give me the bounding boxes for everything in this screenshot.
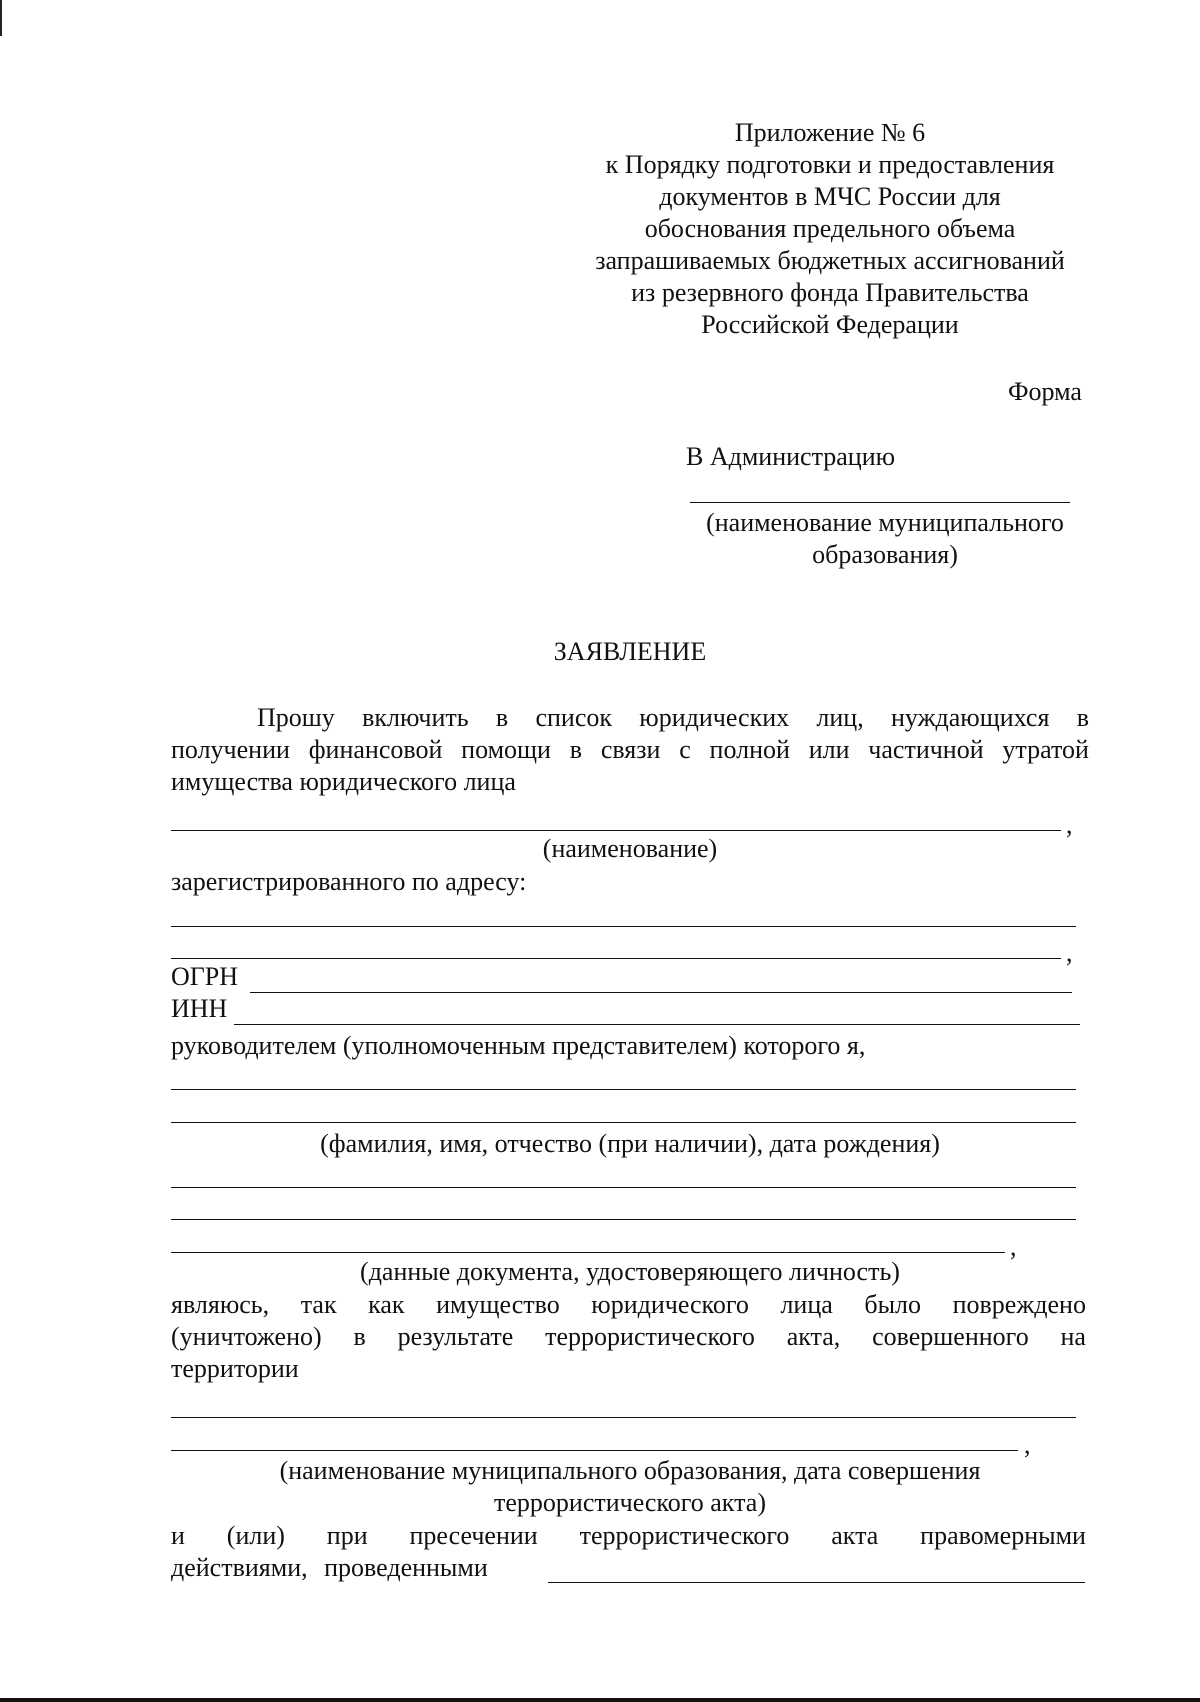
final-line-1: и (или) при пресечении террористического акта правомерными xyxy=(171,1521,1086,1550)
ogrn-field-line[interactable] xyxy=(250,992,1072,993)
territory-line-2[interactable] xyxy=(171,1450,1018,1451)
person-line-2[interactable] xyxy=(171,1122,1076,1123)
scan-edge-bottom xyxy=(0,1698,1200,1702)
appendix-line-6: из резервного фонда Правительства xyxy=(631,278,1029,307)
conducted-by-field-line[interactable] xyxy=(548,1582,1085,1583)
head-representative-text: руководителем (уполномоченным представителем) которого я, xyxy=(171,1031,866,1060)
inn-field-line[interactable] xyxy=(234,1024,1080,1025)
being-line-3: территории xyxy=(171,1354,299,1383)
territory-line-1[interactable] xyxy=(171,1417,1076,1418)
document-caption: (данные документа, удостоверяющего личность) xyxy=(360,1257,900,1286)
addressee-caption-line-1: (наименование муниципального xyxy=(706,508,1064,537)
intro-line-2: получении финансовой помощи в связи с полной или частичной утратой xyxy=(171,735,1089,764)
ogrn-label: ОГРН xyxy=(171,962,239,991)
document-title: ЗАЯВЛЕНИЕ xyxy=(553,637,707,666)
document-line-2[interactable] xyxy=(171,1219,1076,1220)
address-line-1[interactable] xyxy=(171,926,1076,927)
appendix-line-3: документов в МЧС России для xyxy=(659,182,1001,211)
form-label: Форма xyxy=(1008,377,1082,406)
appendix-line-7: Российской Федерации xyxy=(701,310,959,339)
inn-label: ИНН xyxy=(171,994,228,1023)
appendix-line-5: запрашиваемых бюджетных ассигнований xyxy=(595,246,1065,275)
person-caption: (фамилия, имя, отчество (при наличии), дата рождения) xyxy=(320,1129,940,1158)
territory-comma: , xyxy=(1024,1430,1031,1459)
appendix-line-2: к Порядку подготовки и предоставления xyxy=(605,150,1055,179)
org-name-comma: , xyxy=(1066,810,1073,839)
org-name-line[interactable] xyxy=(171,830,1061,831)
addressee-label: В Администрацию xyxy=(686,442,896,471)
document-line-1[interactable] xyxy=(171,1187,1076,1188)
municipality-caption-line-1: (наименование муниципального образования, дата совершения xyxy=(279,1456,981,1485)
appendix-line-4: обоснования предельного объема xyxy=(644,214,1016,243)
document-comma: , xyxy=(1010,1232,1017,1261)
registered-address-label: зарегистрированного по адресу: xyxy=(171,867,527,896)
address-line-2[interactable] xyxy=(171,958,1061,959)
being-line-1: являюсь, так как имущество юридического лица было повреждено xyxy=(171,1290,1086,1319)
intro-line-3: имущества юридического лица xyxy=(171,767,516,796)
person-line-1[interactable] xyxy=(171,1089,1076,1090)
final-line-2-label: действиями, проведенными xyxy=(171,1553,488,1582)
address-comma: , xyxy=(1066,938,1073,967)
intro-line-1: Прошу включить в список юридических лиц, нуждающихся в xyxy=(257,703,1089,732)
municipality-caption-line-2: террористического акта) xyxy=(494,1488,766,1517)
addressee-caption-line-2: образования) xyxy=(812,540,958,569)
being-line-2: (уничтожено) в результате террористического акта, совершенного на xyxy=(171,1322,1086,1351)
document-line-3[interactable] xyxy=(171,1252,1005,1253)
org-name-caption: (наименование) xyxy=(542,834,718,863)
scan-edge-left xyxy=(0,0,2,36)
addressee-blank-line[interactable] xyxy=(690,502,1070,503)
appendix-line-1: Приложение № 6 xyxy=(734,118,926,147)
